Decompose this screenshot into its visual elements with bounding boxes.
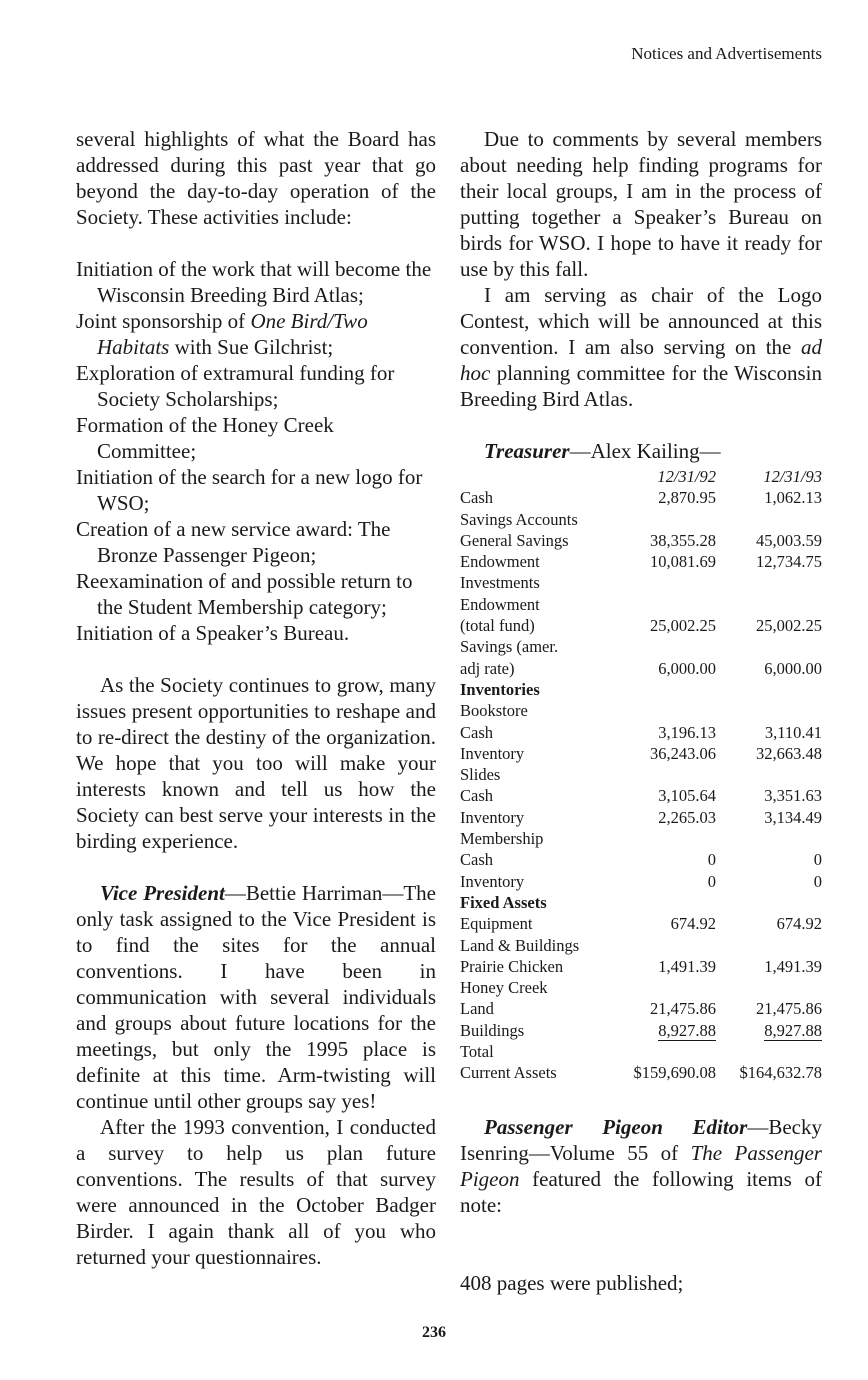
value-1993: 3,110.41 [764,722,822,742]
row-label: Fixed Assets [460,892,547,912]
value-1992: 38,355.28 [650,530,716,550]
table-row [460,935,822,956]
value-1993: 1,062.13 [764,488,822,508]
speakers-bureau-paragraph: Due to comments by several members about needing help finding programs for their local groups, I am in the process of putting together a Speaker’s Bureau on birds for WSO. I hope to have it ready for use by this fall. [460,127,822,281]
value-1993 [716,509,822,530]
table-row [460,764,822,785]
row-label: General Savings [460,530,569,550]
value-1993: 1,491.39 [764,956,822,976]
intro-paragraph: several highlights of what the Board has addressed during this past year that go beyond the day-to-day operation of the Society. These activities include: [76,127,436,229]
value-1992 [622,892,716,913]
value-1993: 25,002.25 [756,616,822,636]
value-1992 [622,764,716,785]
value-1992 [622,509,716,530]
table-row [460,509,822,530]
table-row [460,913,822,934]
right-column [460,126,822,1296]
table-row [460,572,822,593]
table-row [460,871,822,892]
row-label: Inventory [460,743,525,763]
row-label: Inventories [460,679,540,699]
table-row [460,530,822,551]
list-item: Joint sponsorship of One Bird/Two Habitats with Sue Gilchrist; [76,309,368,359]
row-label: Honey Creek [460,978,548,998]
value-1993 [716,679,822,700]
table-row [460,658,822,679]
row-label: adj rate) [460,658,515,678]
vice-president-paragraph: Vice President—Bettie Harriman—The only task assigned to the Vice President is to find the sites for the annual conventions. I have been in communication with several individuals and groups about future locations for the meetings, but only the 1995 place is definite at this time. Arm-twisting will continue until other groups say yes! [76,881,436,1113]
survey-paragraph: After the 1993 convention, I conducted a survey to help us plan future conventions. The results of that survey were announced in the October Badger Birder. I again thank all of you who returned your questionnaires. [76,1115,436,1269]
treasurer-heading-line: Treasurer—Alex Kailing— [484,439,721,463]
value-1993 [716,572,822,593]
table-row [460,594,822,615]
value-1992: 3,196.13 [658,722,716,742]
table-row [460,1041,822,1062]
value-1993 [716,1041,822,1062]
list-item: Formation of the Honey Creek Committee; [76,413,334,463]
vice-president-heading: Vice President [100,881,225,905]
value-1992: 36,243.06 [650,743,716,763]
value-1993: 12,734.75 [756,552,822,572]
table-row [460,679,822,700]
row-label: Membership [460,829,544,849]
value-1993 [716,1020,822,1041]
row-label: Buildings [460,1020,525,1040]
value-1992 [622,636,716,657]
table-row [460,487,822,508]
underlined-value: 8,927.88 [764,1020,822,1040]
table-row [460,849,822,870]
value-1992: 6,000.00 [658,658,716,678]
value-1993 [716,828,822,849]
value-1993 [716,892,822,913]
row-label: Savings (amer. [460,637,559,657]
row-label: Endowment [460,594,540,614]
value-1992: $159,690.08 [633,1063,716,1083]
table-row [460,828,822,849]
value-1993: 0 [813,850,822,870]
value-1992 [622,828,716,849]
value-1993: 45,003.59 [756,530,822,550]
value-1992: 21,475.86 [650,999,716,1019]
row-label: Endowment [460,552,540,572]
treasurer-heading: Treasurer [484,439,570,463]
value-1992 [622,935,716,956]
value-1993 [716,700,822,721]
table-row [460,807,822,828]
value-1992: 674.92 [670,914,716,934]
value-1992 [622,977,716,998]
underlined-value: 8,927.88 [658,1020,716,1040]
row-label: Land [460,999,494,1019]
value-1993 [716,594,822,615]
row-label: Prairie Chicken [460,956,564,976]
editor-heading: Passenger Pigeon Editor [484,1114,748,1139]
table-row [460,1020,822,1041]
value-1993 [716,935,822,956]
table-row [460,551,822,572]
table-row [460,785,822,806]
editor-paragraph: Passenger Pigeon Editor—Becky Isenring—Volume 55 of The Passenger Pigeon featured the following items of note: [460,1114,822,1217]
value-1993: 0 [813,871,822,891]
column-header-1992: 12/31/92 [657,467,716,486]
row-label: Cash [460,786,493,806]
row-label: Land & Buildings [460,935,580,955]
value-1992 [622,594,716,615]
value-1992 [622,572,716,593]
table-row [460,700,822,721]
value-1993: 21,475.86 [756,999,822,1019]
row-label: Savings Accounts [460,509,578,529]
table-row [460,892,822,913]
row-label: (total fund) [460,616,535,636]
value-1992: 0 [707,850,716,870]
value-1992 [622,679,716,700]
value-1993 [716,977,822,998]
value-1992: 2,870.95 [658,488,716,508]
table-header-row [460,466,822,487]
row-label: Slides [460,765,501,785]
value-1992: 10,081.69 [650,552,716,572]
society-paragraph: As the Society continues to grow, many issues present opportunities to reshape and to re-direct the destiny of the organization. We hope that you too will make your interests known and tell us how the Society can best serve your interests in the birding experience. [76,673,436,853]
value-1993: 6,000.00 [764,658,822,678]
value-1992: 25,002.25 [650,616,716,636]
row-label: Total [460,1042,494,1062]
page-number: 236 [422,1324,446,1341]
value-1992 [622,1041,716,1062]
table-row [460,743,822,764]
activities-list [76,256,436,646]
table-row [460,615,822,636]
row-label: Inventory [460,871,525,891]
value-1993 [716,764,822,785]
value-1992 [622,700,716,721]
value-1993: 3,351.63 [764,786,822,806]
row-label: Cash [460,722,493,742]
value-1993: 32,663.48 [756,743,822,763]
logo-contest-paragraph: I am serving as chair of the Logo Contest, which will be announced at this convention. I am also serving on the ad hoc planning committee for the Wisconsin Breeding Bird Atlas. [460,283,822,411]
value-1992: 0 [707,871,716,891]
table-row [460,636,822,657]
table-row [460,977,822,998]
value-1992: 3,105.64 [658,786,716,806]
value-1992 [622,1020,716,1041]
running-header: Notices and Advertisements [631,44,822,63]
table-row [460,1062,822,1083]
list-item: Creation of a new service award: The Bronze Passenger Pigeon; [76,517,391,567]
row-label: Inventory [460,807,525,827]
left-column [76,126,436,1270]
treasurer-report-table [460,466,822,1084]
row-label: Current Assets [460,1063,557,1083]
table-row [460,722,822,743]
value-1992: 2,265.03 [658,807,716,827]
value-1993: $164,632.78 [739,1063,822,1083]
list-item: Reexamination of and possible return to the Student Membership category; [76,569,413,619]
row-label: Bookstore [460,701,528,721]
row-label: Cash [460,850,493,870]
list-item: Initiation of the search for a new logo for WSO; [76,465,423,515]
column-header-1993: 12/31/93 [763,467,822,486]
table-row [460,956,822,977]
pages-published-line: 408 pages were published; [460,1270,684,1295]
value-1993: 674.92 [776,914,822,934]
list-item: Exploration of extramural funding for Society Scholarships; [76,361,395,411]
row-label: Investments [460,573,540,593]
row-label: Equipment [460,914,533,934]
table-row [460,998,822,1019]
row-label: Cash [460,488,493,508]
value-1993: 3,134.49 [764,807,822,827]
value-1992: 1,491.39 [658,956,716,976]
list-item: Initiation of a Speaker’s Bureau. [76,621,350,645]
value-1993 [716,636,822,657]
list-item: Initiation of the work that will become the Wisconsin Breeding Bird Atlas; [76,257,432,307]
